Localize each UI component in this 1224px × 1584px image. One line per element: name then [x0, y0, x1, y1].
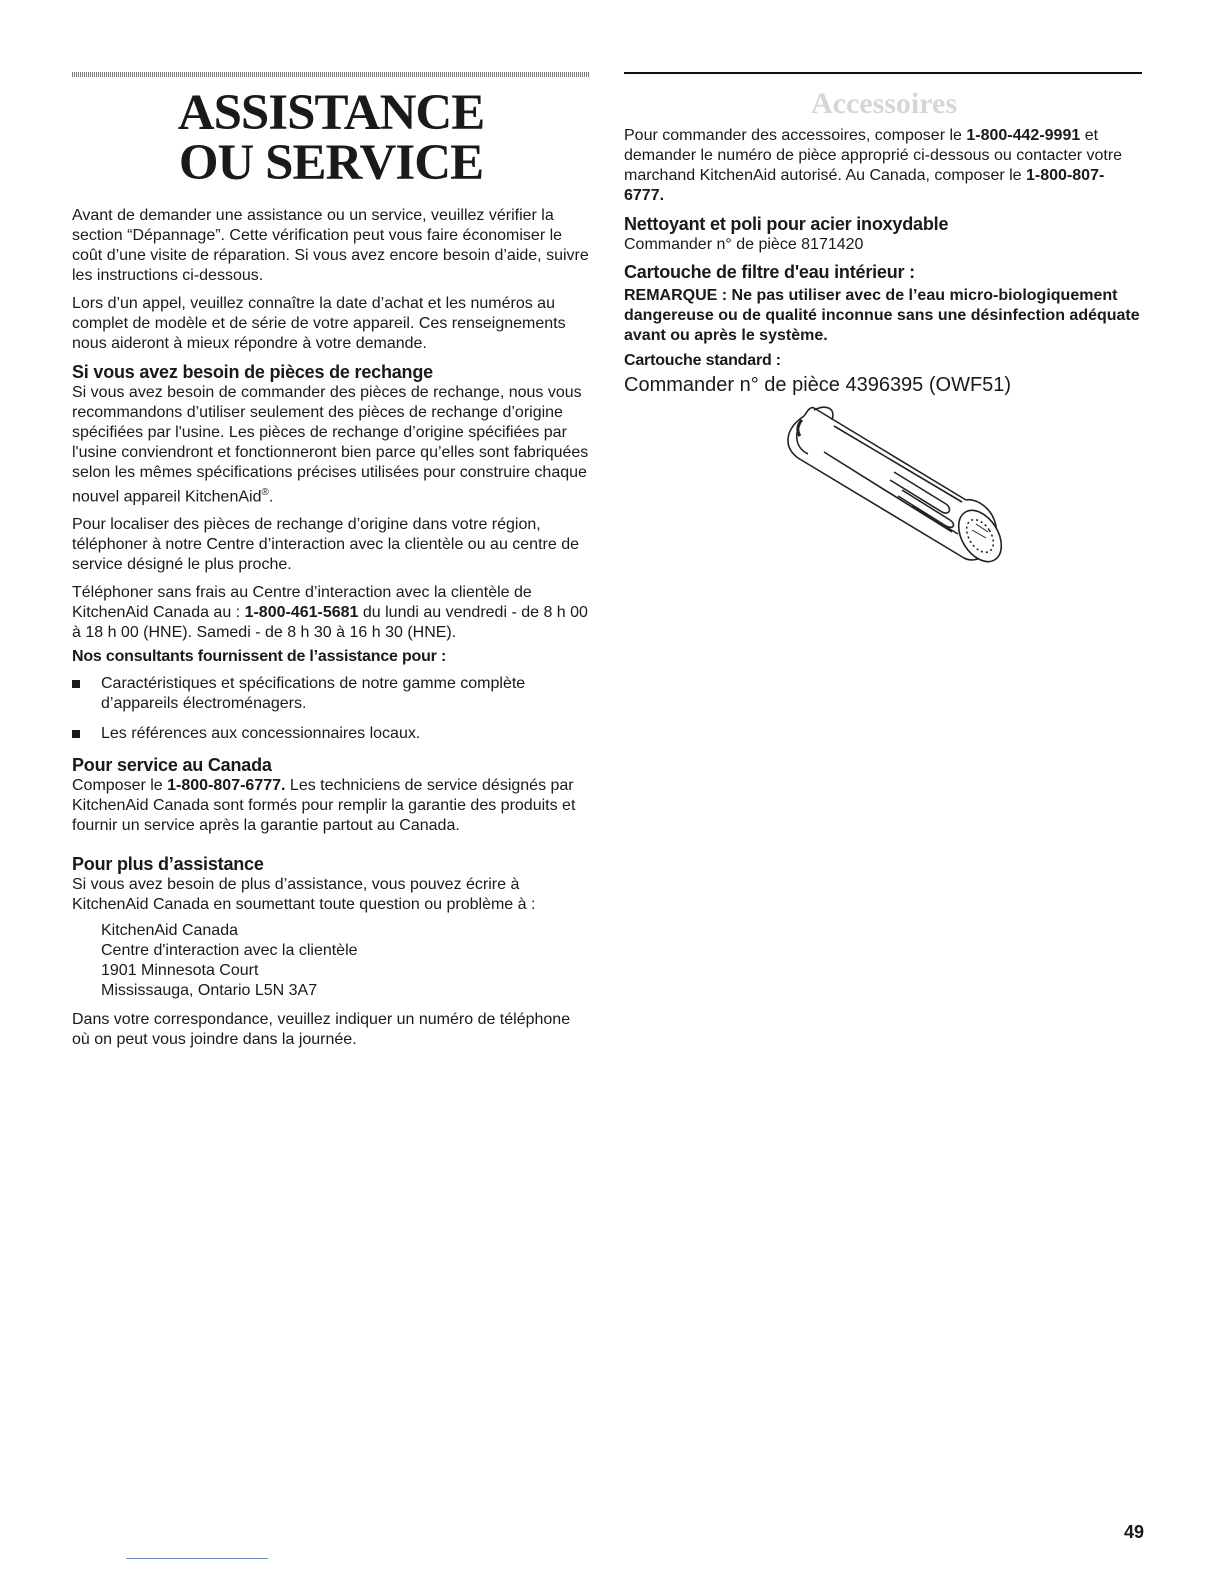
parts-paragraph-3-post: du lundi au vendredi - de 8 h 00 à 18 h 00 (HNE). Samedi - de 8 h 30 à 16 h 30 (HNE).: [72, 604, 588, 642]
more-assistance-heading: Pour plus d’assistance: [72, 854, 264, 875]
page-title: [72, 85, 590, 191]
parts-paragraph-2: Pour localiser des pièces de rechange d’origine dans votre région, téléphoner à notre Centre d’interaction avec la clientèle ou au centre de service désigné le plus proche.: [72, 516, 579, 574]
parts-paragraph-1-end: .: [268, 488, 274, 506]
accessories-intro-pre: Pour commander des accessoires, composer le: [624, 127, 967, 144]
title-line-1: ASSISTANCE: [177, 85, 485, 141]
parts-phone-number: 1-800-461-5681: [244, 604, 359, 622]
top-dotted-rule: [72, 72, 590, 77]
standard-cartridge-heading: Cartouche standard :: [624, 352, 781, 369]
accessories-phone-number: 1-800-442-9991: [966, 127, 1081, 144]
parts-paragraph-1-text: Si vous avez besoin de commander des pièces de rechange, nous vous recommandons d’utiliser seulement des pièces de rechange d’origine spécifiées par l'usine. Les pièces de rechange d’origine spécifiées par l'usine conviendront et fonctionneront bien parce qu’elles sont fabriquées selon les mêmes spécifications précises utilisées pour construire chaque nouvel appareil KitchenAid: [72, 384, 589, 506]
parts-paragraph-3: [72, 583, 590, 643]
address-line: Centre d'interaction avec la clientèle: [101, 942, 358, 960]
address-line: 1901 Minnesota Court: [101, 962, 259, 980]
accessories-intro: [624, 126, 1144, 206]
filter-heading: Cartouche de filtre d'eau intérieur :: [624, 262, 915, 282]
list-item: Caractéristiques et spécifications de notre gamme complète d’appareils électroménagers.: [72, 674, 590, 714]
registered-mark: ®: [261, 487, 269, 498]
list-item: Les références aux concessionnaires locaux.: [72, 724, 590, 744]
standard-cartridge-part-number: Commander n° de pièce 4396395 (OWF51): [624, 374, 1012, 396]
address-line: Mississauga, Ontario L5N 3A7: [101, 982, 318, 1000]
canada-paragraph: [72, 776, 590, 836]
filter-warning: REMARQUE : Ne pas utiliser avec de l’eau micro-biologiquement dangereuse ou de qualité inconnue sans une désinfection adéquate avant ou après le système.: [624, 287, 1140, 344]
canada-phone-number: 1-800-807-6777.: [167, 777, 286, 795]
canada-paragraph-pre: Composer le: [72, 777, 168, 795]
footer-rule: [126, 1558, 268, 1559]
canada-paragraph-post: Les techniciens de service désignés par KitchenAid Canada sont formés pour remplir la garantie des produits et fournir un service après la garantie partout au Canada.: [72, 777, 576, 835]
mailing-address: [101, 921, 590, 1001]
right-content: [624, 126, 1144, 398]
accessories-intro-mid: et demander le numéro de pièce approprié ci-dessous ou contacter votre marchand KitchenAid autorisé. Au Canada, composer le: [624, 127, 1123, 184]
closing-paragraph: Dans votre correspondance, veuillez indiquer un numéro de téléphone où on peut vous joindre dans la journée.: [72, 1011, 571, 1049]
more-assistance-paragraph: Si vous avez besoin de plus d’assistance, vous pouvez écrire à KitchenAid Canada en soumettant toute question ou problème à :: [72, 876, 536, 914]
parts-heading: Si vous avez besoin de pièces de rechange: [72, 362, 433, 382]
canada-heading: Pour service au Canada: [72, 755, 272, 776]
consultants-list: [72, 674, 590, 744]
accessories-title: Accessoires: [810, 87, 958, 120]
canada-accessories-phone-number: 1-800-807-6777.: [624, 167, 1105, 204]
address-line: KitchenAid Canada: [101, 922, 238, 940]
top-solid-rule: [624, 72, 1142, 74]
cleaner-heading: Nettoyant et poli pour acier inoxydable: [624, 214, 949, 234]
intro-paragraph-2: Lors d’un appel, veuillez connaître la date d’achat et les numéros au complet de modèle et de série de votre appareil. Ces renseignements nous aideront à mieux répondre à votre demande.: [72, 295, 566, 352]
intro-paragraph-1: Avant de demander une assistance ou un service, veuillez vérifier la section “Dépannage”. Cette vérification peut vous faire économiser le coût d’une visite de réparation. Si vous avez encore besoin d’aide, suivre les instructions ci-dessous.: [72, 207, 589, 284]
parts-paragraph-1: [72, 383, 590, 507]
cleaner-part-number: Commander n° de pièce 8171420: [624, 236, 864, 253]
water-filter-cartridge-illustration: [774, 398, 1014, 578]
parts-paragraph-3-pre: Téléphoner sans frais au Centre d’interaction avec la clientèle de KitchenAid Canada au :: [72, 584, 532, 622]
page-number: 49: [1123, 1522, 1144, 1542]
consultants-heading: Nos consultants fournissent de l’assistance pour :: [72, 648, 447, 666]
left-content: [72, 206, 590, 1050]
title-line-2: OU SERVICE: [178, 135, 484, 191]
